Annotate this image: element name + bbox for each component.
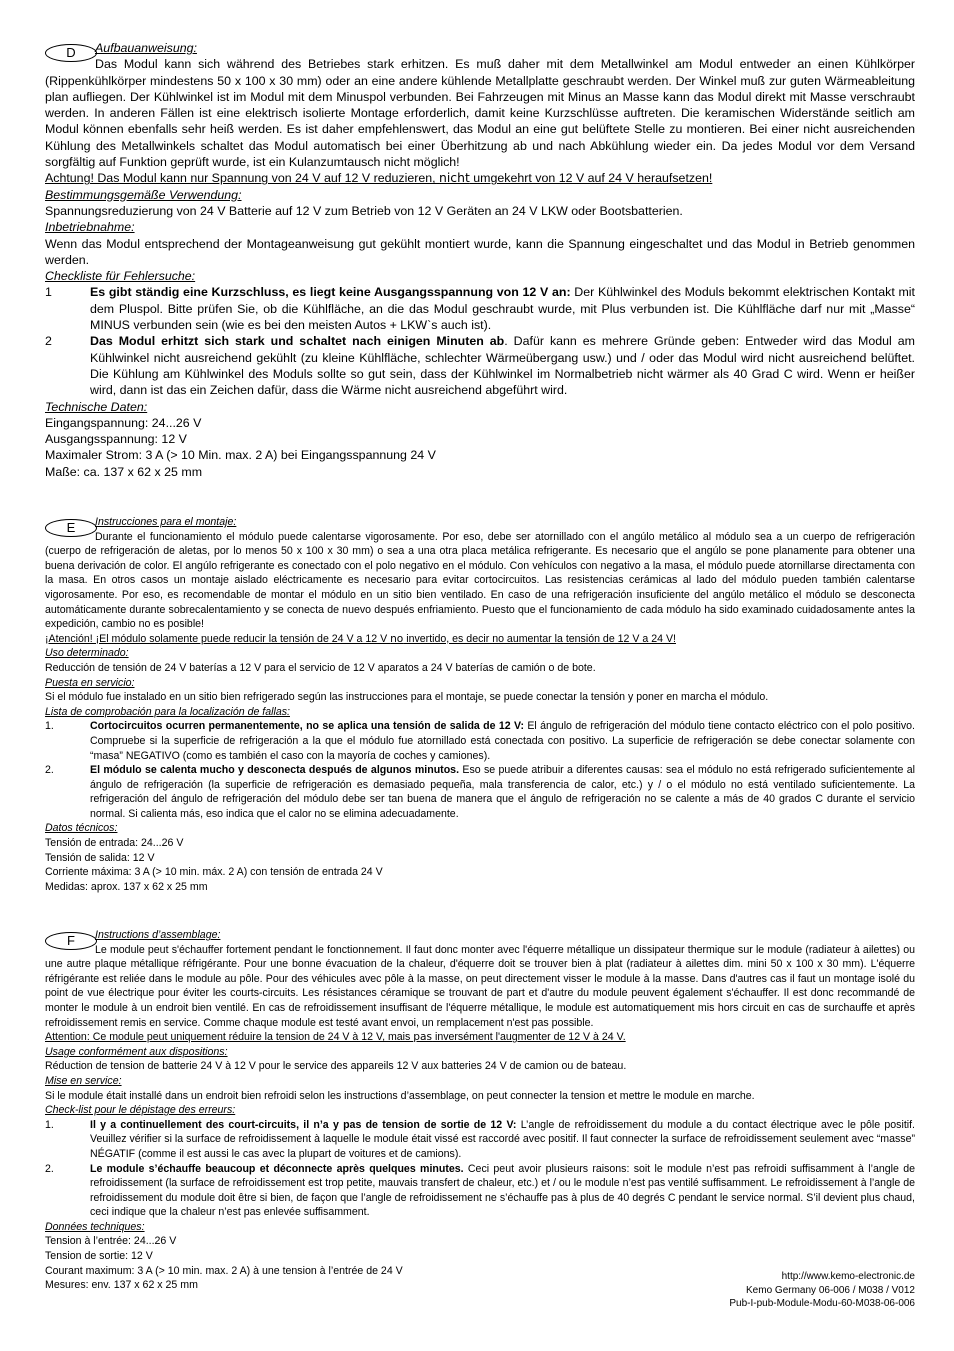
section-german [45, 40, 915, 480]
warning-line: Attention: Ce module peut uniquement réduire la tension de 24 V à 12 V, mais pas inversément l'augmenter de 12 V à 24 V. [45, 1031, 626, 1044]
section-spanish [45, 515, 915, 894]
tech-data-line: Tension à l’entrée: 24...26 V [45, 1235, 177, 1248]
tech-data-line: Corriente máxima: 3 A (> 10 min. máx. 2 A) con tensión de entrada 24 V [45, 866, 383, 879]
startup-text: Si le module était installé dans un endroit bien refroidi selon les instructions d’assemblage, on peut connecter la tension et mettre le module en marche. [45, 1089, 755, 1102]
startup-text: Si el módulo fue instalado en un sitio bien refrigerado según las instrucciones para el montaje, se puede conectar la tensión y poner en marcha el módulo. [45, 691, 769, 704]
checklist-heading: Lista de comprobación para la localización de fallas: [45, 705, 290, 718]
startup-text: Wenn das Modul entsprechend der Montageanweisung gut gekühlt montiert wurde, kann die Spannung eingeschaltet und das Modul in Betrieb genommen werden. [45, 236, 915, 267]
checklist-item: 2. Le module s’échauffe beaucoup et déconnecte après quelques minutes. Ceci peut avoir plusieurs raisons: soit le module n’est pas refroidi suffisamment à l’angle de refroidissement (la surface de refroidissement est trop petite, mauvais transfert de chaleur, etc.) et / ou le module n’est pas ventilé suffisamment. Le refroidissement à l’angle de refroidissement du module doit être si bien, de façon que l’angle de refroidissement ne s’échauffe pas à plus de 40 degrés C pendant le service normal. S’il devient plus chaud, ceci indique que la chaleur n’est pas enlevée suffisamment. [45, 1162, 915, 1219]
checklist-item: 1. Il y a continuellement des court-circuits, il n’a y pas de tension de sortie de 12 V: L’angle de refroidissement du module a du contact électrique avec le pôle positif. Veuillez vérifier si la surface de refroidissement à laquelle le module était vissé est raccordé avec positif. Il faut connecter la surface de refroidissement seulement avec “masse” NÉGATIF (comme il est aussi le cas avec la plupart de voitures et de camions). [45, 1118, 916, 1160]
intended-use-heading: Bestimmungsgemäße Verwendung: [45, 187, 242, 202]
tech-data-line: Courant maximum: 3 A (> 10 min. max. 2 A) à une tension à l’entrée de 24 V [45, 1264, 403, 1277]
section-french [45, 928, 915, 1293]
intended-use-heading: Uso determinado: [45, 647, 129, 660]
language-badge-de: D [45, 44, 97, 62]
footer [729, 1270, 915, 1311]
tech-data-heading: Données techniques: [45, 1220, 145, 1233]
assembly-intro: Le module peut s'échauffer fortement pendant le fonctionnement. Il faut donc monter avec l'équerre métallique un dissipateur thermique sur le module (radiateur à ailettes) ou une autre plaque métallique réfrigérante. Pour une bonne évacuation de la chaleur, d'équerre doit se trouver bien à plat (radiateur à ailettes dim. mini 50 x 100 x 30 mm). L'équerre réfrigérante est reliée dans le module au pôle. Pour des véhicules avec pôle à la masse, on peut directement visser le module à la masse. Dans d'autres cas il faut un montage isolé du point de vue électrique pour éviter les courts-circuits. Les résistances céramique se trouvant de part et d'autre du module peuvent également s'échauffer. Il est donc recommandé de monter le module à un endroit bien ventilé. En cas de refroidissement insuffisant de l'équerre métallique, le module est automatiquement mis hors circuit en cas de surchauffe et après refroidissement remis en service. Comme chaque module est testé avant envoi, un remplacement n'est pas possible. [45, 943, 915, 1029]
warning-line: Achtung! Das Modul kann nur Spannung von 24 V auf 12 V reduzieren, nicht umgekehrt von 12 V auf 24 V heraufsetzen! [45, 170, 713, 186]
checklist-item: 1. Cortocircuitos ocurren permanentemente, no se aplica una tensión de salida de 12 V: El ángulo de refrigeración del módulo tiene contacto eléctrico con el polo positivo. Compruebe si la superficie de refrigeración a la que el módulo fue atornillado está conectada con positivo. La superficie de refrigeración se debe conectar solamente con “masa” NEGATIVO (como es también el caso con la mayoría de coches y camiones). [45, 720, 915, 762]
checklist-item: 2. El módulo se calenta mucho y desconecta después de algunos minutos. Eso se puede atribuir a diferentes causas: sea el módulo no está refrigerado suficientemente al ángulo de refrigeración (la superficie de refrigeración es demasiado pequeña, mala transferencia de calor, etc.) y / o el módulo no está ventilado suficientemente. La refrigeración del ángulo de refrigeración del módulo debe ser tan buena de manera que el ángulo de refrigeración no se calente a más de 40 grados C durante el servicio normal. Si calienta más, eso indica que el calor no se elimina adecuadamente. [45, 764, 915, 820]
checklist-item: 1 Es gibt ständig eine Kurzschluss, es liegt keine Ausgangsspannung von 12 V an: Der Kühlwinkel des Moduls bekommt elektrischen Kontakt mit dem Pluspol. Bitte prüfen Sie, ob die Kühlfläche, an die das Modul geschraubt wurde, mit Plus verbunden ist. Die Kühlfläche darf nur mit „Masse“ MINUS verbunden sein (wie es bei den meisten Autos + LKW`s auch ist). [45, 285, 915, 333]
checklist-heading: Checkliste für Fehlersuche: [45, 269, 196, 284]
intended-use-text: Spannungsreduzierung von 24 V Batterie auf 12 V zum Betrieb von 12 V Geräten an 24 V LKW oder Bootsbatterien. [45, 203, 683, 218]
footer-company: Kemo Germany 06-006 / M038 / V012 [746, 1284, 915, 1296]
tech-data-line: Maximaler Strom: 3 A (> 10 Min. max. 2 A) bei Eingangsspannung 24 V [45, 448, 436, 463]
warning-line: ¡Atención! ¡El módulo solamente puede reducir la tensión de 24 V a 12 V no invertido, es decir no aumentar la tensión de 12 V a 24 V! [45, 632, 676, 645]
tech-data-line: Tensión de salida: 12 V [45, 851, 155, 864]
assembly-title: Instructions d’assemblage: [95, 929, 221, 941]
assembly-title: Instrucciones para el montaje: [95, 516, 237, 528]
assembly-intro: Das Modul kann sich während des Betriebes stark erhitzen. Es muß daher mit dem Metallwinkel am Modul entweder an einen Kühlkörper (Rippenkühlkörper mindestens 50 x 100 x 30 mm) oder an eine andere kühlende Metallplatte geschraubt werden. Der Winkel muß zur guten Wärmeableitung plan aufliegen. Der Kühlwinkel ist im Modul mit dem Minuspol verbunden. Bei Fahrzeugen mit Minus an Masse kann das Modul direkt mit Masse verschraubt werden. In anderen Fällen ist eine elektrisch isolierte Montage erforderlich, damit keine Kurzschlüsse auftreten. Die keramischen Widerstände seitlich am Modul können ebenfalls sehr heiß werden. Es ist daher empfehlenswert, das Modul an eine gut belüftete Stelle zu montieren. Bei einer nicht ausreichenden Kühlung des Metallwinkels schaltet das Modul automatisch bei einer Überhitzung ab und nach Abkühlung wieder ein. Da jedes Modul vor dem Versand sorgfältig auf Funktion geprüft wurde, ist ein Kulanzumtausch nicht möglich! [45, 57, 915, 170]
tech-data-heading: Datos técnicos: [45, 822, 118, 835]
startup-heading: Inbetriebnahme: [45, 220, 135, 235]
intended-use-heading: Usage conformément aux dispositions: [45, 1045, 228, 1058]
startup-heading: Puesta en servicio: [45, 676, 135, 689]
intended-use-text: Reducción de tensión de 24 V baterías a 12 V para el servicio de 12 V aparatos a 24 V baterías de camión o de bote. [45, 661, 596, 674]
footer-pub: Pub-I-pub-Module-Modu-60-M038-06-006 [729, 1298, 915, 1309]
tech-data-line: Maße: ca. 137 x 62 x 25 mm [45, 464, 203, 479]
tech-data-heading: Technische Daten: [45, 399, 148, 414]
tech-data-line: Tensión de entrada: 24...26 V [45, 837, 184, 850]
tech-data-line: Mesures: env. 137 x 62 x 25 mm [45, 1279, 198, 1292]
assembly-intro: Durante el funcionamiento el módulo puede calentarse vigorosamente. Por eso, debe ser atornillado con el angúlo metálico al módulo sea a un cuerpo de refrigeración (cuerpo de refrigeración de aletas, por lo menos 50 x 100 x 30 mm) o sea a una otra placa metálica refrigerante. Es necesario que el angúlo se pone planamente para obtener una buena derivación de color. El angúlo refrigerante es conectado con el polo negativo en el módulo. Con vehículos con negativo a la masa, el módulo puede atornillarse directamenta con la masa. En otros casos un montaje aislado eléctricamente es necesario para evitar cortocircuitos. Las resistencias cerámicas al lado del módulo pueden también calentarse vigorosamente. Por eso, es recomendable de montar el módulo en un sitio bien ventilado. En caso de una refrigeración insuficiente del angúlo metálico el módulo se desconecta automáticamente durante sobrecalentamiento y se conecta de nuevo después enfriamiento. Puesto que el funcionamiento de cada módulo ha sido examinado cuidadosamente antes la expedición, cambio no es posible! [45, 530, 915, 631]
intended-use-text: Réduction de tension de batterie 24 V à 12 V pour le service des appareils 12 V aux batteries 24 V de camion ou de bateau. [45, 1060, 627, 1073]
language-badge-fr: F [45, 932, 97, 950]
tech-data-line: Medidas: aprox. 137 x 62 x 25 mm [45, 880, 208, 893]
tech-data-line: Ausgangsspannung: 12 V [45, 432, 187, 447]
checklist-heading: Check-list pour le dépistage des erreurs: [45, 1104, 236, 1117]
assembly-title: Aufbauanweisung: [95, 41, 197, 55]
tech-data-line: Eingangspannung: 24...26 V [45, 415, 202, 430]
language-badge-es: E [45, 519, 97, 537]
startup-heading: Mise en service: [45, 1074, 122, 1087]
footer-url[interactable]: http://www.kemo-electronic.de [781, 1271, 915, 1282]
checklist-item: 2 Das Modul erhitzt sich stark und schaltet nach einigen Minuten ab. Dafür kann es mehrere Gründe geben: Entweder wird das Modul am Kühlwinkel nicht ausreichend gekühlt (zu kleine Kühlfläche, schlechter Wärmeübergang usw.) und / oder das Modul wird nicht ausreichend belüftet. Die Kühlung am Kühlwinkel des Moduls sollte so gut sein, dass der Kühlwinkel im Normalbetrieb nicht wärmer als 40 Grad C wird. Wenn er heißer wird, dann ist das ein Zeichen dafür, dass die Wärme nicht ausreichend abgeführt wird. [45, 334, 915, 398]
tech-data-line: Tension de sortie: 12 V [45, 1250, 153, 1263]
